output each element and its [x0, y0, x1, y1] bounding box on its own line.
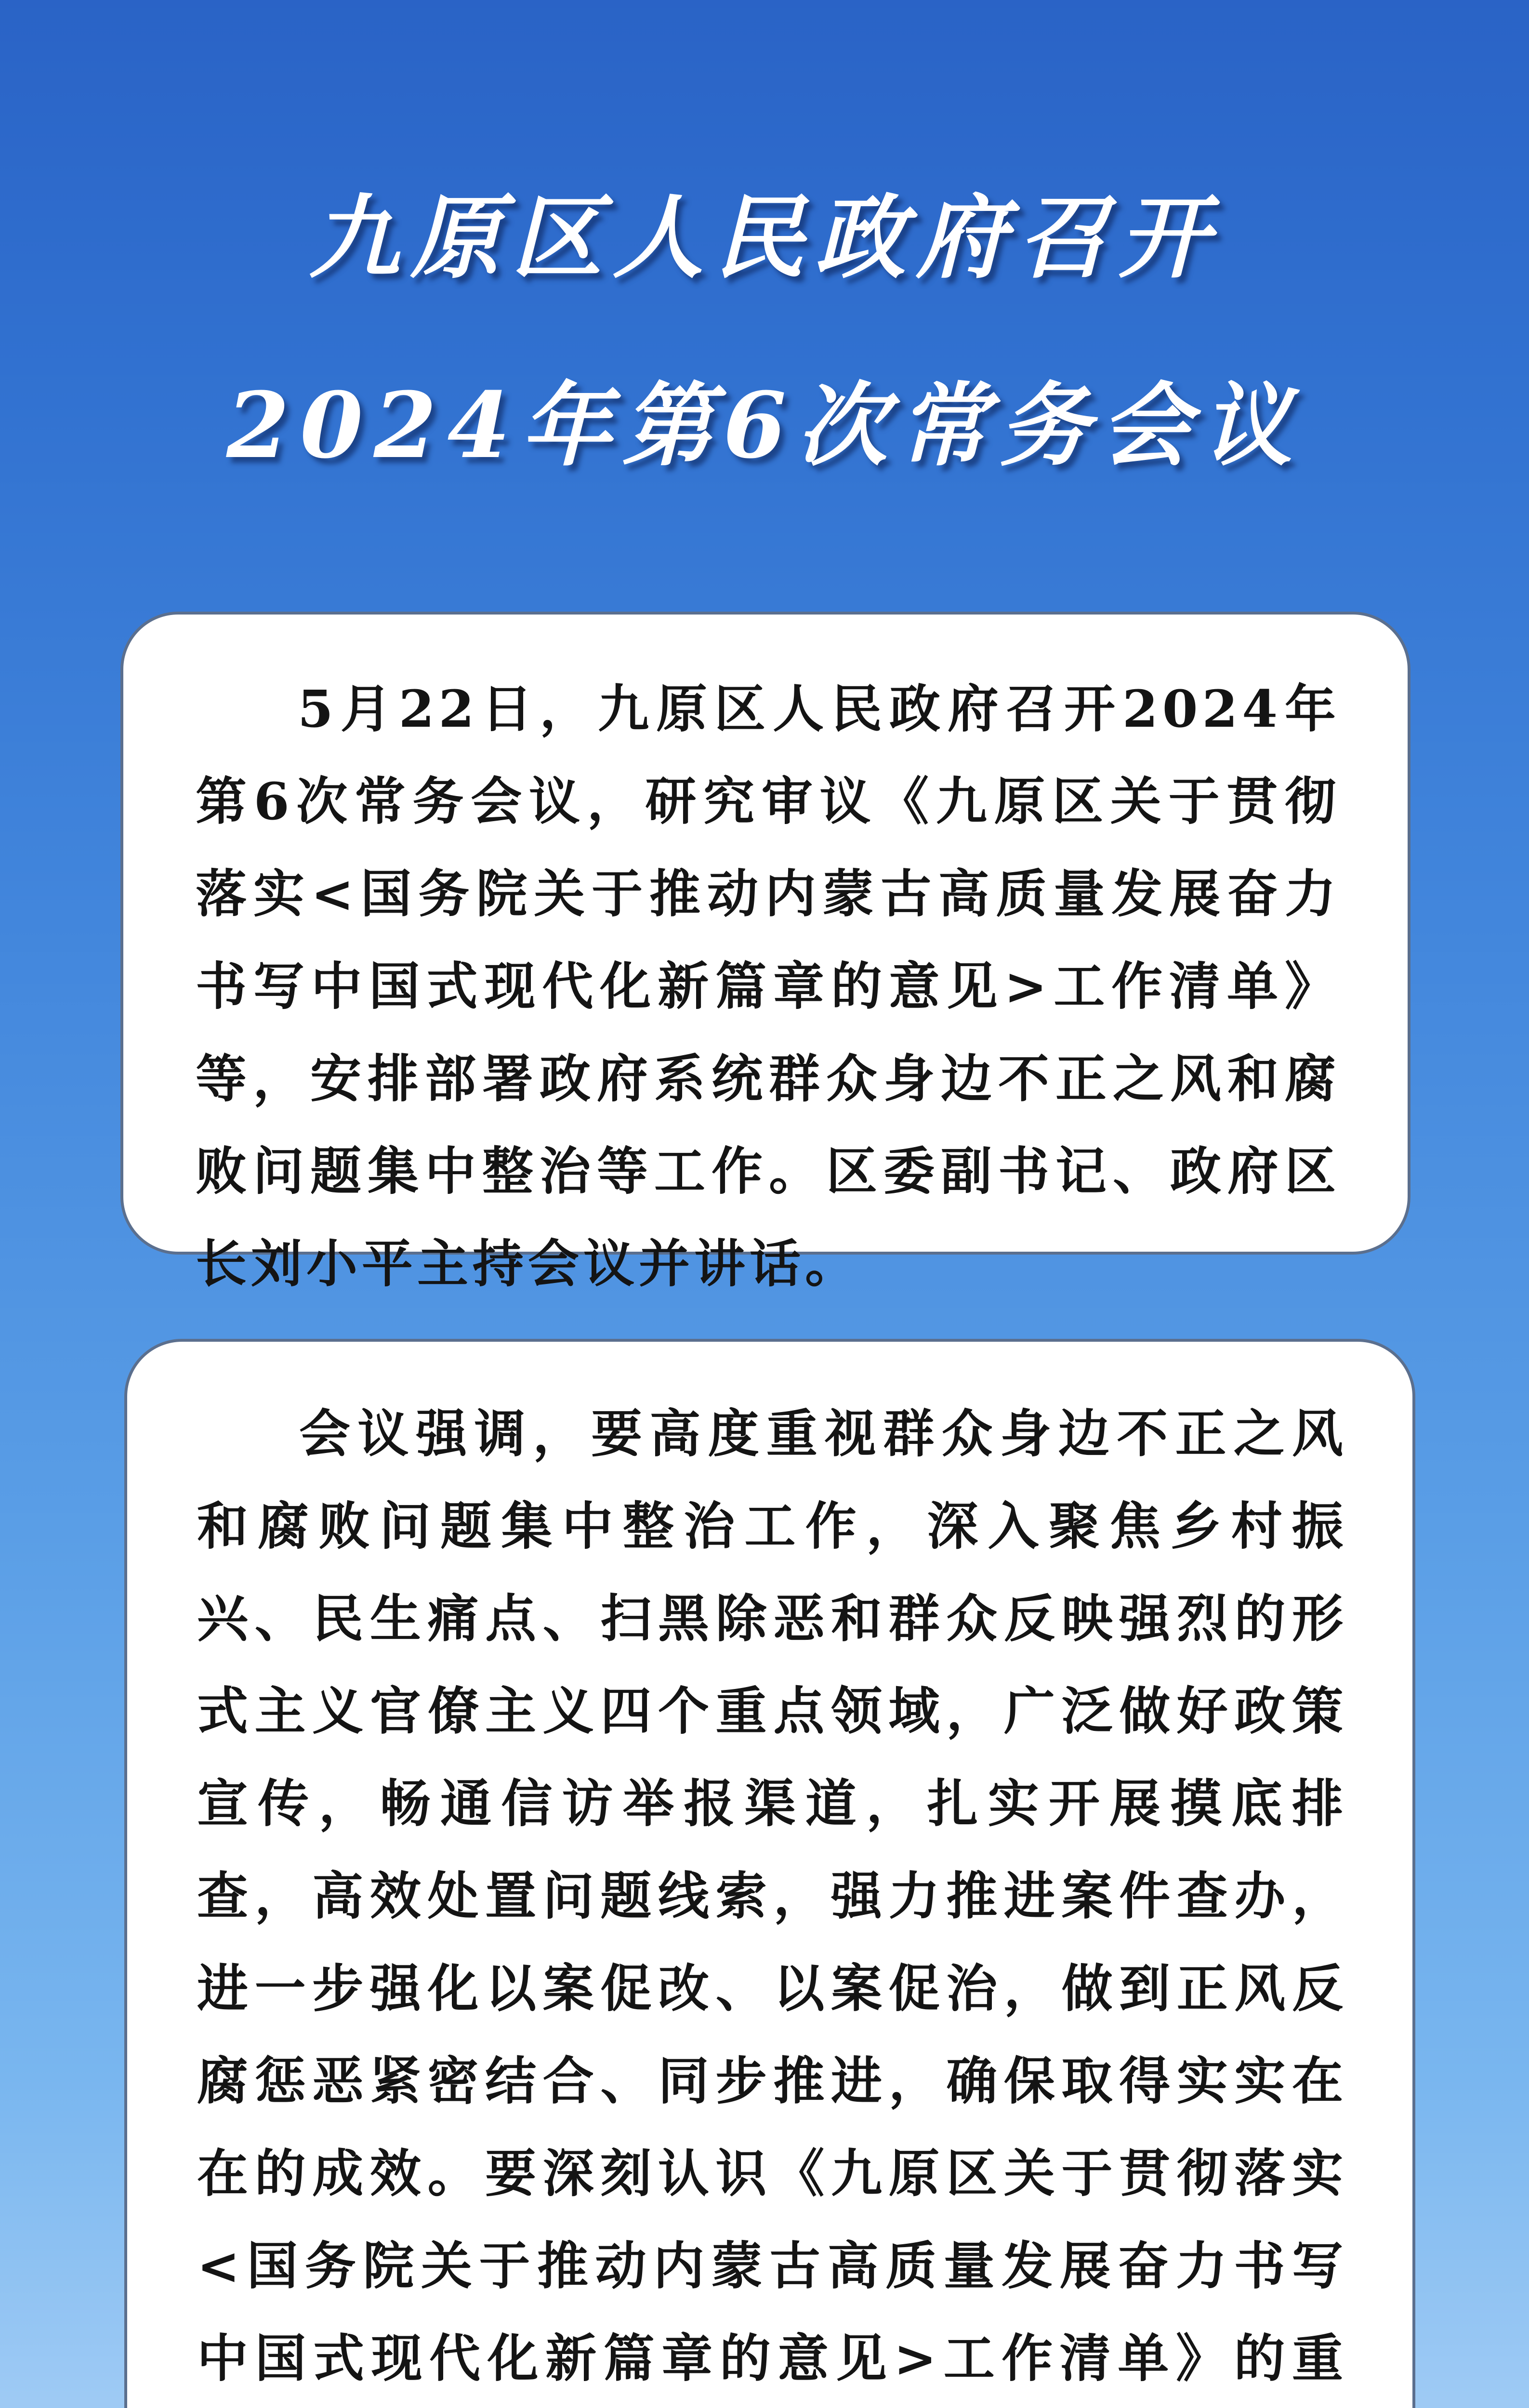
page-title-line-2: 2024年第6次常务会议 [226, 372, 1303, 479]
summary-card [120, 612, 1410, 1294]
summary-paragraph: 5月22日，九原区人民政府召开2024年第6次常务会议，研究审议《九原区关于贯彻落实<国务院关于推动内蒙古高质量发展奋力书写中国式现代化新篇章的意见>工作清单》等，安排部署政府系统群众身边不正之风和腐败问题集中整治等工作。区委副书记、政府区长刘小平主持会议并讲话。 [196, 679, 1340, 1294]
detail-card [124, 1339, 1415, 2408]
page-title-line-1: 九原区人民政府召开 [309, 184, 1220, 291]
detail-paragraph: 会议强调，要高度重视群众身边不正之风和腐败问题集中整治工作，深入聚焦乡村振兴、民生痛点、扫黑除恶和群众反映强烈的形式主义官僚主义四个重点领域，广泛做好政策宣传，畅通信访举报渠道，扎实开展摸底排查，高效处置问题线索，强力推进案件查办，进一步强化以案促改、以案促治，做到正风反腐惩恶紧密结合、同步推进，确保取得实实在在的成效。要深刻认识《九原区关于贯彻落实<国务院关于推动内蒙古高质量发展奋力书写中国式现代化新篇章的意见>工作清单》的重 [197, 1403, 1347, 2388]
